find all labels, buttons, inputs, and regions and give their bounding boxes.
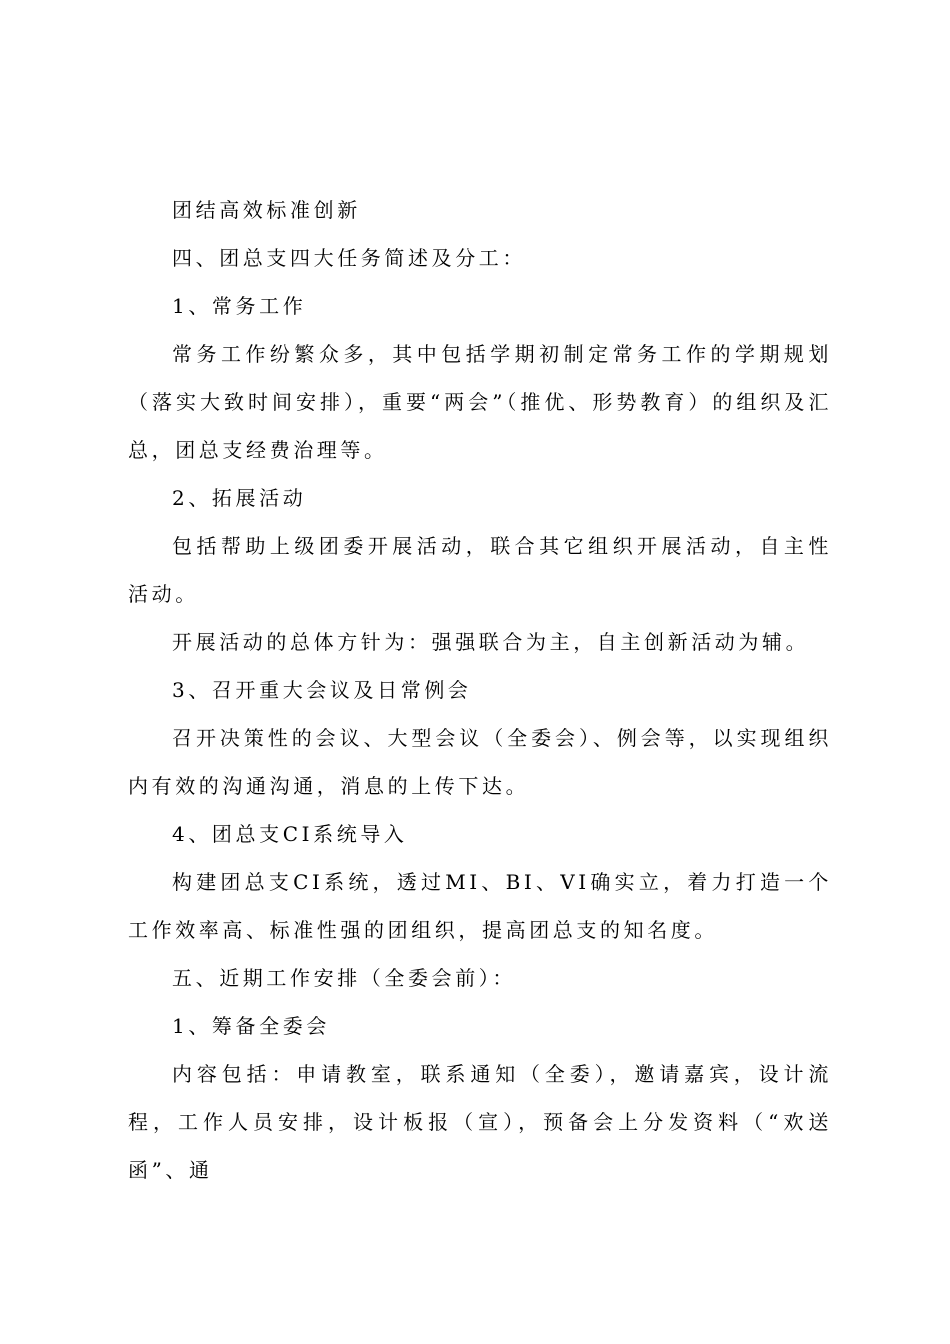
paragraph-motto: 团结高效标准创新 — [172, 198, 361, 222]
heading-prepare-committee: 1、筹备全委会 — [172, 1014, 330, 1038]
heading-meetings: 3、召开重大会议及日常例会 — [172, 678, 472, 702]
heading-routine-work: 1、常务工作 — [172, 294, 307, 318]
paragraph-prepare-committee: 内容包括：申请教室，联系通知（全委），邀请嘉宾，设计流程，工作人员安排，设计板报（宣），预备会上分发资料（“欢送函”、通 — [128, 1062, 832, 1182]
heading-section-five: 五、近期工作安排（全委会前）： — [172, 966, 516, 990]
paragraph-ci-system: 构建团总支CI系统，透过MI、BI、VI确实立，着力打造一个工作效率高、标准性强的团组织，提高团总支的知名度。 — [128, 870, 832, 942]
heading-section-four: 四、团总支四大任务简述及分工： — [172, 246, 526, 270]
paragraph-routine-work: 常务工作纷繁众多，其中包括学期初制定常务工作的学期规划（落实大致时间安排），重要“两会”（推优、形势教育）的组织及汇总，团总支经费治理等。 — [128, 342, 832, 462]
heading-expand-activities: 2、拓展活动 — [172, 486, 307, 510]
document-body — [128, 186, 832, 1194]
paragraph-meetings: 召开决策性的会议、大型会议（全委会）、例会等，以实现组织内有效的沟通沟通，消息的上传下达。 — [128, 726, 832, 798]
paragraph-expand-activities: 包括帮助上级团委开展活动，联合其它组织开展活动，自主性活动。 — [128, 534, 832, 606]
paragraph-activity-policy: 开展活动的总体方针为：强强联合为主，自主创新活动为辅。 — [172, 630, 810, 654]
heading-ci-system: 4、团总支CI系统导入 — [172, 822, 408, 846]
